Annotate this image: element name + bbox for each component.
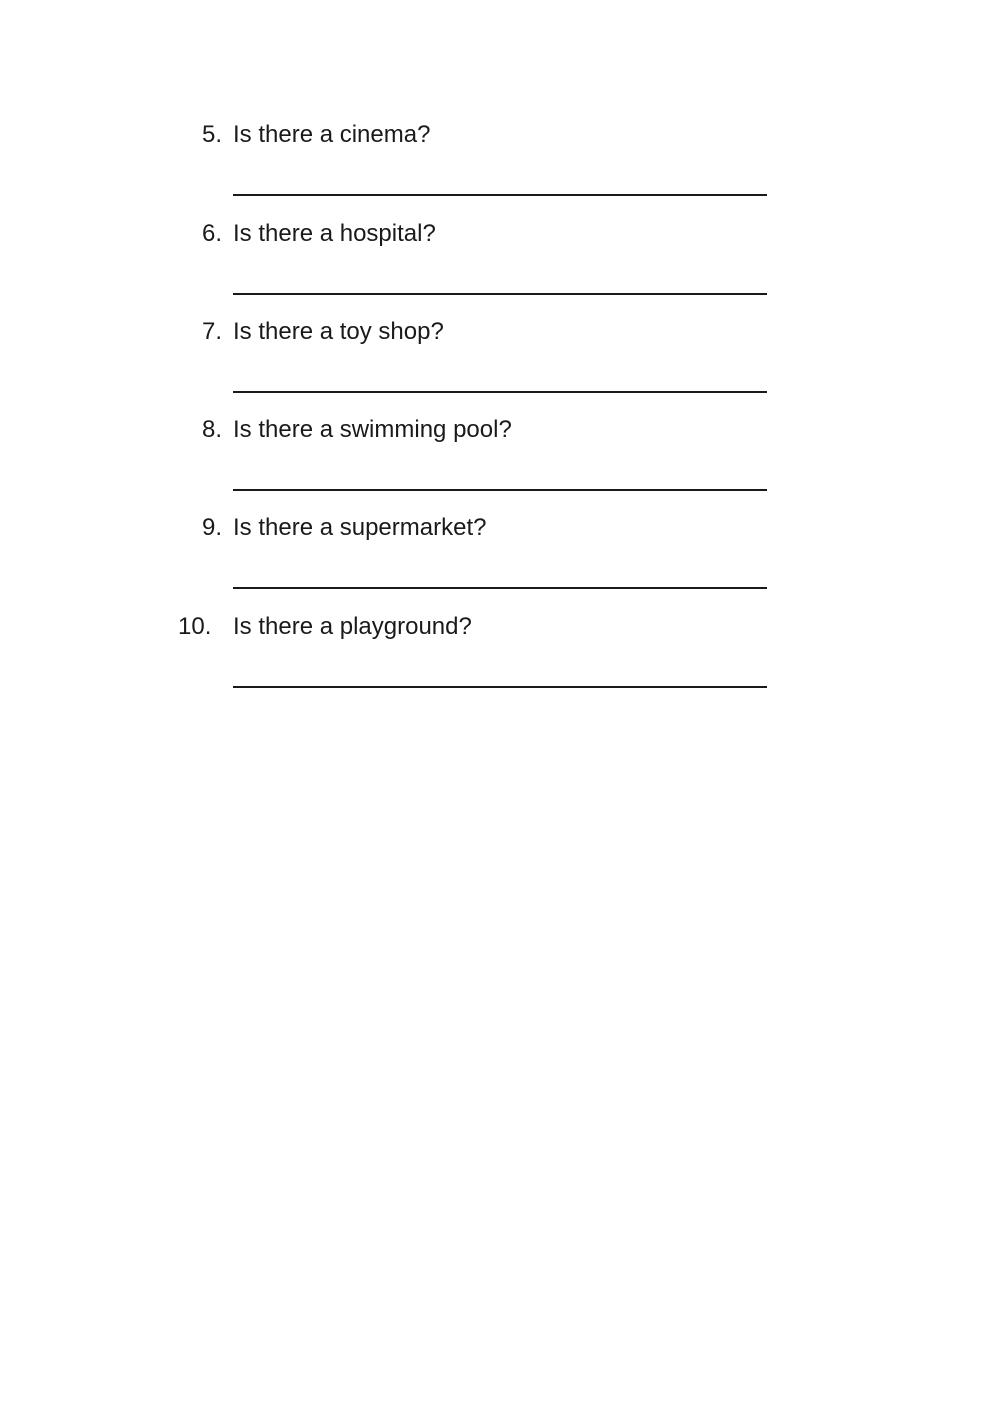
answer-line[interactable] [233, 194, 767, 196]
question-number: 7. [201, 318, 222, 345]
question-item [0, 120, 1000, 210]
question-text: Is there a hospital? [233, 220, 436, 247]
question-number: 10. [178, 613, 212, 640]
question-item [0, 219, 1000, 309]
answer-line[interactable] [233, 391, 767, 393]
question-item [0, 612, 1000, 702]
question-number: 6. [201, 220, 222, 247]
question-text: Is there a swimming pool? [233, 416, 512, 443]
question-text: Is there a toy shop? [233, 318, 444, 345]
question-number: 9. [201, 514, 222, 541]
question-text: Is there a playground? [233, 613, 472, 640]
question-text: Is there a cinema? [233, 121, 431, 148]
question-text: Is there a supermarket? [233, 514, 487, 541]
question-item [0, 415, 1000, 505]
question-item [0, 513, 1000, 603]
question-number: 8. [201, 416, 222, 443]
question-item [0, 317, 1000, 407]
answer-line[interactable] [233, 489, 767, 491]
answer-line[interactable] [233, 293, 767, 295]
answer-line[interactable] [233, 587, 767, 589]
question-number: 5. [201, 121, 222, 148]
answer-line[interactable] [233, 686, 767, 688]
